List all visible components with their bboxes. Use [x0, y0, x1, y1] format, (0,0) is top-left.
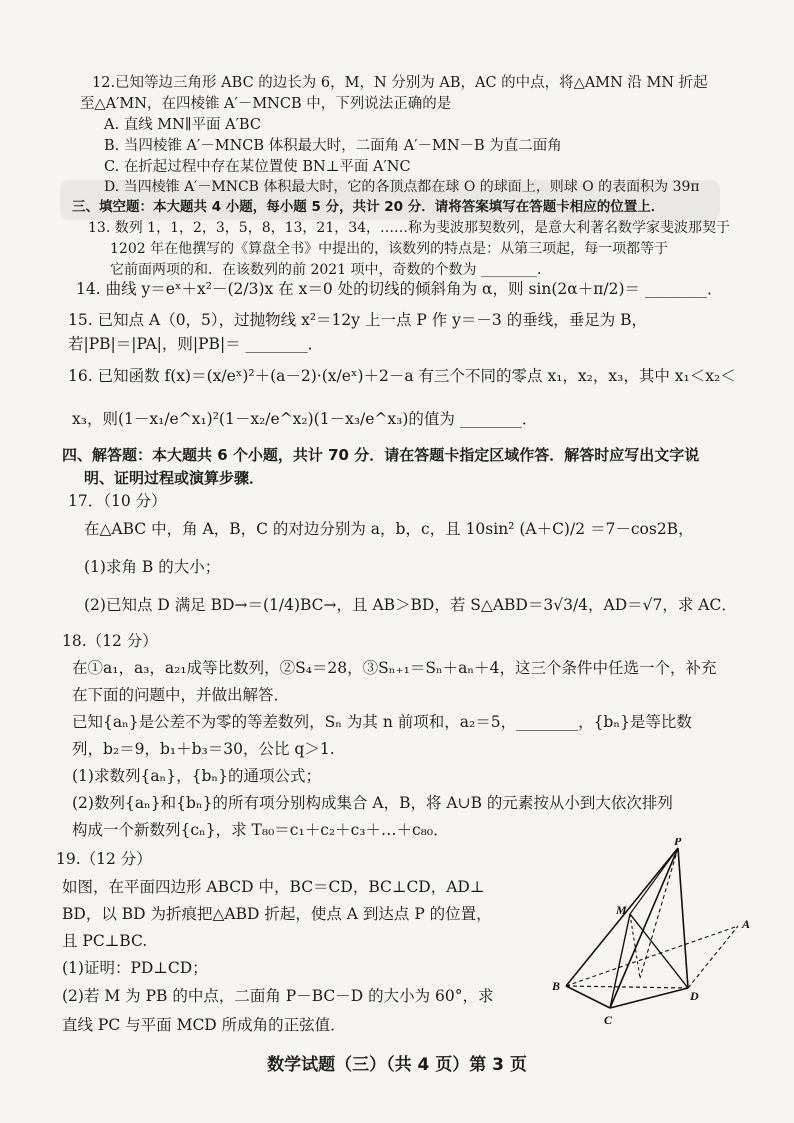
q15-line-2: 若|PB|＝|PA|，则|PB|＝ ________．: [68, 335, 324, 353]
q13-line-1: 13. 数列 1，1，2，3，5，8，13，21，34，……称为斐波那契数列，是意大利著名数学家斐波那契于: [88, 220, 731, 236]
edge-pd: [678, 848, 688, 988]
q17-stem: 在△ABC 中，角 A，B，C 的对边分别为 a，b，c，且 10sin² (A＋C)/2 ＝7－cos2B，: [84, 520, 694, 538]
q12-line-2: 至△A′MN，在四棱锥 A′－MNCB 中，下列说法正确的是: [80, 96, 452, 112]
q12-option-a: A. 直线 MN∥平面 A′BC: [104, 117, 261, 133]
edge-cd: [610, 988, 688, 1008]
q18-line-2: 在下面的问题中，并做出解答．: [72, 686, 290, 704]
edge-ba-dashed: [566, 926, 738, 986]
label-a: A: [742, 917, 751, 931]
q18-line-4: 列，b₂＝9，b₁＋b₃＝30，公比 q＞1.: [72, 740, 335, 758]
q17-heading: 17．（10 分）: [68, 492, 167, 510]
q17-part-1: (1)求角 B 的大小；: [84, 558, 221, 576]
q19-part-2-cont: 直线 PC 与平面 MCD 所成角的正弦值．: [62, 1016, 346, 1034]
q15-line-1: 15. 已知点 A（0，5），过抛物线 x²＝12y 上一点 P 作 y＝－3 的垂线，垂足为 B，: [68, 311, 648, 329]
q18-heading: 18.（12 分）: [62, 632, 158, 650]
q16-line-2: x₃，则(1－x₁/e^x₁)²(1－x₂/e^x₂)(1－x₃/e^x₃)的值为 ________．: [72, 410, 538, 428]
label-b: B: [552, 979, 561, 993]
q12-option-d: D. 当四棱锥 A′－MNCB 体积最大时，它的各顶点都在球 O 的球面上，则球 O 的表面积为 39π: [104, 179, 700, 195]
q19-part-1: (1)证明：PD⊥CD；: [62, 959, 208, 977]
section-4-heading-2: 明、证明过程或演算步骤．: [84, 469, 265, 487]
q13-line-3: 它前面两项的和．在该数列的前 2021 项中，奇数的个数为 ________．: [110, 262, 551, 278]
geometry-figure: [548, 838, 768, 1028]
q18-line-1: 在①a₁，a₃，a₂₁成等比数列，②S₄＝28，③Sₙ₊₁＝Sₙ＋aₙ＋4，这三个条件中任选一个，补充: [72, 659, 717, 677]
q19-line-1: 如图，在平面四边形 ABCD 中，BC＝CD，BC⊥CD，AD⊥: [62, 878, 485, 896]
section-4-heading-1: 四、解答题：本大题共 6 个小题，共计 70 分．请在答题卡指定区域作答．解答时应写出文字说: [62, 446, 700, 464]
edge-pc: [610, 848, 678, 1008]
q19-line-3: 且 PC⊥BC.: [62, 932, 148, 950]
edge-mh-dashed: [630, 914, 640, 978]
edge-md: [630, 914, 688, 988]
edge-ph-dashed: [640, 848, 678, 978]
page-footer: 数学试题（三）（共 4 页）第 3 页: [267, 1055, 527, 1075]
q19-part-2: (2)若 M 为 PB 的中点，二面角 P－BC－D 的大小为 60°，求: [62, 987, 494, 1005]
q12-option-b: B. 当四棱锥 A′－MNCB 体积最大时，二面角 A′－MN－B 为直二面角: [104, 138, 562, 154]
q19-heading: 19.（12 分）: [56, 850, 152, 868]
q18-part-2: (2)数列{aₙ}和{bₙ}的所有项分别构成集合 A，B，将 A∪B 的元素按从小到大依次排列: [72, 794, 673, 812]
section-3-heading: 三、填空题：本大题共 4 小题，每小题 5 分，共计 20 分．请将答案填写在答题卡相应的位置上．: [72, 199, 665, 215]
q12-line-1: 12.已知等边三角形 ABC 的边长为 6，M，N 分别为 AB，AC 的中点，将△AMN 沿 MN 折起: [92, 75, 708, 91]
label-d: D: [690, 989, 699, 1003]
edge-bc: [566, 986, 610, 1008]
q13-line-2: 1202 年在他撰写的《算盘全书》中提出的，该数列的特点是：从第三项起，每一项都等于: [110, 241, 669, 257]
edge-bd-dashed: [566, 986, 688, 988]
q17-part-2: (2)已知点 D 满足 BD→＝(1/4)BC→，且 AB＞BD，若 S△ABD＝3√3/4，AD＝√7，求 AC．: [84, 596, 737, 614]
q14: 14. 曲线 y＝eˣ＋x²－(2/3)x 在 x＝0 处的切线的倾斜角为 α，则 sin(2α＋π/2)＝ ________．: [76, 280, 723, 298]
label-m: M: [616, 903, 627, 917]
edge-pb: [566, 848, 678, 986]
label-c: C: [604, 1013, 613, 1027]
q12-option-c: C. 在折起过程中存在某位置使 BN⊥平面 A′NC: [104, 159, 411, 175]
q19-line-2: BD，以 BD 为折痕把△ABD 折起，使点 A 到达点 P 的位置，: [62, 905, 492, 923]
q18-line-3: 已知{aₙ}是公差不为零的等差数列，Sₙ 为其 n 前项和，a₂＝5，________，{bₙ}是等比数: [72, 713, 692, 731]
q16-line-1: 16. 已知函数 f(x)＝(x/eˣ)²＋(a－2)·(x/eˣ)＋2－a 有三个不同的零点 x₁，x₂，x₃，其中 x₁＜x₂＜: [68, 367, 736, 385]
label-p: P: [674, 838, 682, 848]
q18-part-2-cont: 构成一个新数列{cₙ}，求 T₈₀＝c₁＋c₂＋c₃＋…＋c₈₀．: [72, 821, 449, 839]
q18-part-1: (1)求数列{aₙ}，{bₙ}的通项公式；: [72, 767, 321, 785]
